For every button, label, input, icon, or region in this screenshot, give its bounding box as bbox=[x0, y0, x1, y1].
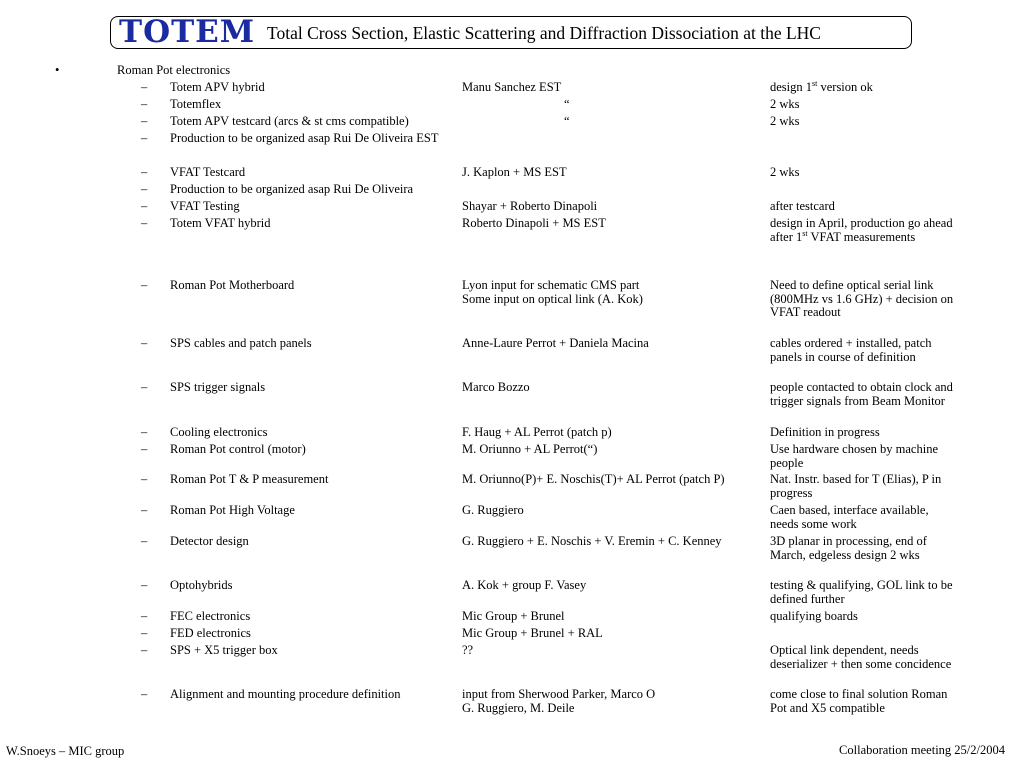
task-status bbox=[770, 115, 955, 129]
row-dash: – bbox=[141, 687, 148, 701]
task-owner bbox=[462, 337, 767, 351]
task-status bbox=[770, 688, 955, 715]
task-status bbox=[770, 78, 955, 95]
task-owner bbox=[462, 98, 767, 112]
task-status bbox=[770, 535, 955, 562]
task-name: Production to be organized asap Rui De Oliveira EST bbox=[170, 131, 439, 145]
task-status-text: cables ordered + installed, patch panels in course of definition bbox=[770, 336, 932, 364]
task-name: VFAT Testcard bbox=[170, 165, 246, 179]
task-owner bbox=[462, 279, 767, 306]
task-owner-text: M. Oriunno + AL Perrot(“) bbox=[462, 442, 598, 456]
task-status-text: 2 wks bbox=[770, 165, 800, 179]
row-dash: – bbox=[141, 643, 148, 657]
task-name: Cooling electronics bbox=[170, 425, 268, 439]
section-title: Roman Pot electronics bbox=[117, 63, 231, 77]
task-name: VFAT Testing bbox=[170, 199, 240, 213]
task-status-text: Definition in progress bbox=[770, 425, 880, 439]
task-owner bbox=[462, 81, 767, 95]
task-owner bbox=[462, 627, 767, 641]
section-bullet: • bbox=[55, 63, 60, 77]
task-status bbox=[770, 644, 955, 671]
task-status bbox=[770, 579, 955, 606]
task-name: Totem APV testcard (arcs & st cms compatible) bbox=[170, 114, 409, 128]
task-owner-text: A. Kok + group F. Vasey bbox=[462, 578, 587, 592]
row-dash: – bbox=[141, 131, 148, 145]
task-owner-text: M. Oriunno(P)+ E. Noschis(T)+ AL Perrot (patch P) bbox=[462, 472, 725, 486]
task-owner-text: Mic Group + Brunel + RAL bbox=[462, 626, 603, 640]
task-name: Detector design bbox=[170, 534, 249, 548]
task-owner bbox=[462, 381, 767, 395]
task-name: Totemflex bbox=[170, 97, 222, 111]
task-owner bbox=[462, 688, 767, 715]
row-dash: – bbox=[141, 534, 148, 548]
task-name: Optohybrids bbox=[170, 578, 233, 592]
task-status-text: testing & qualifying, GOL link to be defined further bbox=[770, 578, 953, 606]
task-status-text: Optical link dependent, needs deserializer + then some concidence bbox=[770, 643, 952, 671]
task-status bbox=[770, 381, 955, 408]
task-owner bbox=[462, 504, 767, 518]
totem-logo: TOTEM bbox=[119, 14, 256, 50]
task-name: Roman Pot High Voltage bbox=[170, 503, 295, 517]
task-owner-text: G. Ruggiero + E. Noschis + V. Eremin + C. Kenney bbox=[462, 534, 722, 548]
task-owner-text: G. Ruggiero bbox=[462, 503, 524, 517]
task-name: SPS trigger signals bbox=[170, 380, 266, 394]
task-status-text: 2 wks bbox=[770, 114, 800, 128]
row-dash: – bbox=[141, 609, 148, 623]
task-status bbox=[770, 217, 955, 244]
row-dash: – bbox=[141, 199, 148, 213]
task-status-tail: version ok bbox=[817, 80, 873, 94]
task-status bbox=[770, 337, 955, 364]
task-status-text: design 1 bbox=[770, 80, 813, 94]
task-status bbox=[770, 504, 955, 531]
task-status-text: people contacted to obtain clock and trigger signals from Beam Monitor bbox=[770, 380, 953, 408]
task-name: Roman Pot control (motor) bbox=[170, 442, 306, 456]
row-dash: – bbox=[141, 216, 148, 230]
task-owner bbox=[462, 217, 767, 231]
task-owner-text-2: G. Ruggiero, M. Deile bbox=[462, 700, 575, 715]
task-status-text: Nat. Instr. based for T (Elias), P in progress bbox=[770, 472, 942, 500]
task-status-text: Use hardware chosen by machine people bbox=[770, 442, 938, 470]
task-owner bbox=[462, 166, 767, 180]
row-dash: – bbox=[141, 442, 148, 456]
task-status bbox=[770, 610, 955, 624]
row-dash: – bbox=[141, 114, 148, 128]
task-owner-text: “ bbox=[564, 97, 570, 111]
row-dash: – bbox=[141, 578, 148, 592]
task-name: SPS cables and patch panels bbox=[170, 336, 312, 350]
task-owner bbox=[462, 579, 767, 593]
task-owner bbox=[462, 200, 767, 214]
status-superscript: st bbox=[812, 78, 818, 88]
task-name: Roman Pot Motherboard bbox=[170, 278, 295, 292]
task-status-text: 3D planar in processing, end of March, edgeless design 2 wks bbox=[770, 534, 927, 562]
task-owner bbox=[462, 535, 767, 549]
task-status-text: come close to final solution Roman Pot and X5 compatible bbox=[770, 687, 948, 715]
slide-header bbox=[110, 16, 912, 49]
task-name: Alignment and mounting procedure definition bbox=[170, 687, 401, 701]
task-owner-text: Lyon input for schematic CMS part bbox=[462, 278, 640, 292]
row-dash: – bbox=[141, 503, 148, 517]
task-owner bbox=[462, 473, 767, 487]
task-status bbox=[770, 426, 955, 440]
slide-title: Total Cross Section, Elastic Scattering and Diffraction Dissociation at the LHC bbox=[267, 23, 821, 43]
task-owner-text: “ bbox=[564, 114, 570, 128]
footer-date: Collaboration meeting 25/2/2004 bbox=[839, 743, 1005, 757]
task-status-text: Caen based, interface available, needs some work bbox=[770, 503, 929, 531]
task-status bbox=[770, 166, 955, 180]
row-dash: – bbox=[141, 165, 148, 179]
task-owner-text: input from Sherwood Parker, Marco O bbox=[462, 687, 656, 701]
task-status bbox=[770, 98, 955, 112]
task-name: Roman Pot T & P measurement bbox=[170, 472, 329, 486]
task-name: Production to be organized asap Rui De Oliveira bbox=[170, 182, 414, 196]
task-name: FEC electronics bbox=[170, 609, 251, 623]
row-dash: – bbox=[141, 182, 148, 196]
task-owner bbox=[462, 644, 767, 658]
task-status-text: 2 wks bbox=[770, 97, 800, 111]
task-name: FED electronics bbox=[170, 626, 251, 640]
row-dash: – bbox=[141, 336, 148, 350]
task-name: SPS + X5 trigger box bbox=[170, 643, 278, 657]
row-dash: – bbox=[141, 472, 148, 486]
task-owner-text: Marco Bozzo bbox=[462, 380, 530, 394]
task-status bbox=[770, 473, 955, 500]
task-owner-text: J. Kaplon + MS EST bbox=[462, 165, 567, 179]
row-dash: – bbox=[141, 380, 148, 394]
task-owner-text: Roberto Dinapoli + MS EST bbox=[462, 216, 606, 230]
task-owner-text: F. Haug + AL Perrot (patch p) bbox=[462, 425, 612, 439]
task-status-text: Need to define optical serial link (800MHz vs 1.6 GHz) + decision on VFAT readout bbox=[770, 278, 954, 320]
task-status bbox=[770, 279, 955, 320]
task-owner bbox=[462, 610, 767, 624]
task-status-text: qualifying boards bbox=[770, 609, 858, 623]
task-status bbox=[770, 200, 955, 214]
status-superscript: st bbox=[802, 228, 808, 238]
row-dash: – bbox=[141, 97, 148, 111]
task-owner bbox=[462, 115, 767, 129]
task-owner-text: Manu Sanchez EST bbox=[462, 80, 562, 94]
task-owner bbox=[462, 443, 767, 457]
task-owner bbox=[462, 426, 767, 440]
footer-author: W.Snoeys – MIC group bbox=[6, 744, 125, 758]
task-owner-text: ?? bbox=[462, 643, 474, 657]
row-dash: – bbox=[141, 80, 148, 94]
task-status-text: after testcard bbox=[770, 199, 835, 213]
row-dash: – bbox=[141, 278, 148, 292]
task-status-tail: VFAT measurements bbox=[807, 229, 916, 244]
task-owner-text: Shayar + Roberto Dinapoli bbox=[462, 199, 598, 213]
task-status bbox=[770, 443, 955, 470]
task-owner-text: Mic Group + Brunel bbox=[462, 609, 565, 623]
task-name: Totem APV hybrid bbox=[170, 80, 265, 94]
task-name: Totem VFAT hybrid bbox=[170, 216, 271, 230]
task-owner-text: Anne-Laure Perrot + Daniela Macina bbox=[462, 336, 649, 350]
task-status-text: design in April, production go ahead after 1 bbox=[770, 216, 953, 244]
task-owner-text-2: Some input on optical link (A. Kok) bbox=[462, 291, 643, 306]
row-dash: – bbox=[141, 425, 148, 439]
row-dash: – bbox=[141, 626, 148, 640]
